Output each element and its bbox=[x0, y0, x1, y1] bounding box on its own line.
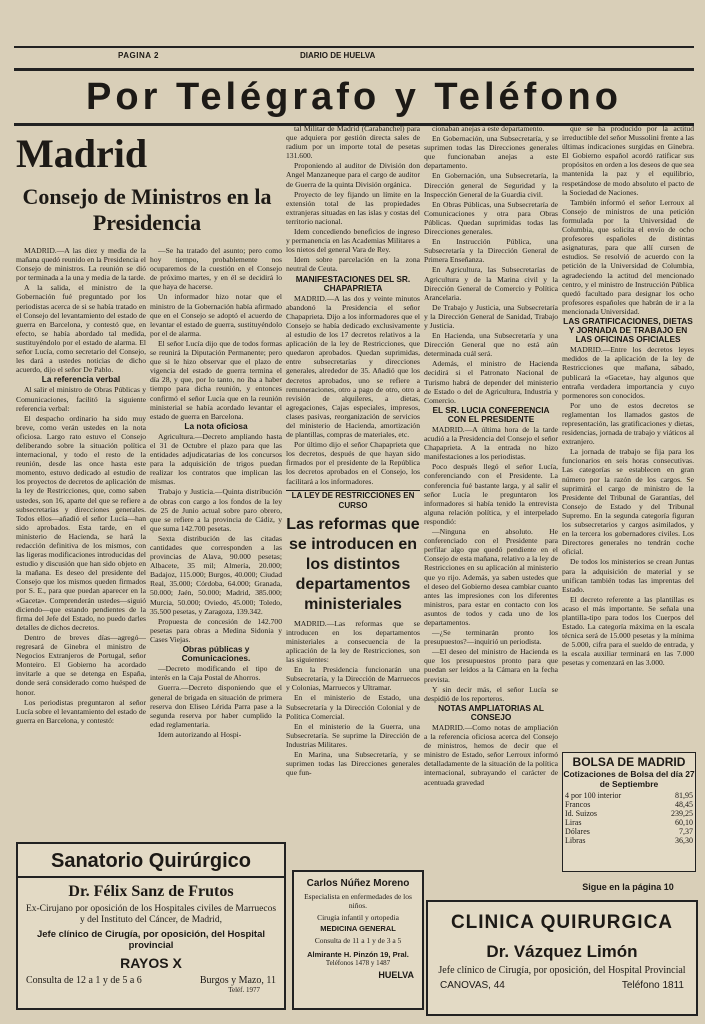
table-row bbox=[563, 800, 695, 809]
newspaper-name: DIARIO DE HUELVA bbox=[300, 51, 376, 60]
subheading: Obras públicas y Comunicaciones. bbox=[181, 644, 251, 664]
column-1 bbox=[16, 246, 146, 834]
paragraph: Un informador hizo notar que el ministro de la Gobernación había afirmado que en el Consejo se adoptó el acuerdo de levantar el estado de guerra, sustituyéndolo por el de alarma. bbox=[150, 292, 282, 338]
ad-line: Especialista en enfermedades de los niños. bbox=[304, 892, 412, 910]
paragraph: —Decreto modificando el tipo de interés en la Caja Postal de Ahorros. bbox=[150, 664, 282, 683]
ad-line: Jefe clínico de Cirugía, por oposición, del Hospital Provincial bbox=[438, 965, 686, 976]
paragraph: De Trabajo y Justicia, una Subsecretaría y la Dirección General de Sanidad, Trabajo y Justicia. bbox=[424, 302, 558, 330]
paragraph: También informó el señor Lerroux al Consejo de ministros de una petición formulada por la Universidad de Columbia, que solicita el envío de ocho profesores españoles de distintas asignaturas, para que allí cursen de estudios. Se resolvió de acuerdo con la petición de la Universidad de Columbia, agradeciendo la actitud del mencionado centro, y el ministro de Instrucción Pública quedó facultado para designar los ocho profesores españoles que habrán de ir a la mencionada Universidad. bbox=[562, 197, 694, 316]
ad-footer bbox=[26, 975, 276, 986]
paragraph: Idem sobre parcelación en la zona neutral de Ceuta. bbox=[286, 255, 420, 274]
ad-line: Teléfonos 1478 y 1487 bbox=[325, 959, 391, 967]
paragraph: que se ha producido por la actitud irreductible del señor Mussolini frente a las últimas indicaciones surgidas en Ginebra. El Gobierno español acordó ratificar sus propósitos en orden a los deseos de que sea mantenida la paz y el equilibrio, respetándose de modo absoluto el pacto de la Sociedad de Naciones. bbox=[562, 124, 694, 197]
main-headline: Consejo de Ministros en la Presidencia bbox=[22, 184, 272, 235]
ad-line: RAYOS X bbox=[120, 955, 182, 971]
column-5 bbox=[562, 124, 694, 750]
stock-table bbox=[563, 791, 695, 845]
paragraph: Poco después llegó el señor Lucía, conferenciando con el Presidente. La conferencia fué bastante larga, y al salir el señor Lucía le preguntaron los informadores si había tenido la entrevista alguna relación política, y el interpelado respondió: bbox=[424, 462, 558, 526]
continued-note: Sigue en la página 10 bbox=[582, 882, 674, 892]
ad-hours: Consulta de 12 a 1 y de 5 a 6 bbox=[26, 975, 142, 986]
subheading: MANIFESTACIONES DEL SR. CHAPAPRIETA bbox=[295, 273, 411, 293]
paragraph: En el ministerio de Estado, una Subsecretaría y la Dirección Colonial y de Política Comercial. bbox=[286, 693, 420, 721]
stock-value: 7,37 bbox=[679, 827, 693, 836]
ad-line: Cirugía infantil y ortopedia bbox=[317, 913, 399, 922]
paragraph: En Gobernación, una Subsecretaría, la Dirección general de Seguridad y la Inspección General de la Guardia civil. bbox=[424, 171, 558, 199]
stock-name: Id. Suizos bbox=[565, 809, 597, 818]
paragraph: Proponiendo al auditor de División don Angel Manzaneque para el cargo de auditor de Guerra de la quinta División orgánica. bbox=[286, 161, 420, 189]
ad-line: Ex-Cirujano por oposición de los Hospitales civiles de Marruecos y del Instituto del Cáncer, de Madrid, bbox=[25, 904, 277, 925]
subheading: EL SR. LUCIA CONFERENCIA CON EL PRESIDENTE bbox=[432, 404, 550, 424]
paragraph: El decreto referente a las plantillas es acaso el más importante. Se señala una plantilla-tipo para todos los Cuerpos del Estado. La categoría máxima en la escala técnica será de 15.000 pesetas y la mínima de 5.000, cifra para el sueldo de entrada, y la escala auxiliar terminará en las 7.000 pesetas y comenzará en las 3.000. bbox=[562, 594, 694, 668]
paragraph: En Instrucción Pública, una Subsecretaría y la Dirección General de Primera Enseñanza. bbox=[424, 237, 558, 265]
stock-value: 239,25 bbox=[671, 809, 693, 818]
paragraph: tal Militar de Madrid (Carabanchel) para que adquiera por gestión directa sales de radium por un importe total de pesetas 131.600. bbox=[286, 124, 420, 161]
paragraph: En Marina, una Subsecretaría, y se suprimen todas las Direcciones generales que fun- bbox=[286, 749, 420, 778]
stock-name: Francos bbox=[565, 800, 591, 809]
stock-value: 60,10 bbox=[675, 818, 693, 827]
section-box-heading: LA LEY DE RESTRICCIONES EN CURSO bbox=[286, 490, 420, 511]
ad-line: HUELVA bbox=[378, 970, 414, 980]
paragraph: Por último dijo el señor Chapaprieta que los decretos, después de que hayan sido firmados por el presidente de la República los decretos aprobados en el Consejo, los facilitará a los informadores. bbox=[286, 440, 420, 486]
nunez-ad bbox=[292, 870, 424, 1010]
paragraph: Trabajo y Justicia.—Quinta distribución de obras con cargo a los fondos de la ley de 25 de Junio actual sobre paro obrero, que se refiere a la provincia de Cádiz, y que suma 142.700 pesetas. bbox=[150, 487, 282, 533]
paragraph: Dentro de breves días—agregó—regresará de Ginebra el ministro de Negocios Extranjeros de Portugal, señor Monteiro. El Gobierno ha acordado invitarle a que se detenga en España, donde será considerado como huésped de honor. bbox=[16, 632, 146, 697]
paragraph: MADRID.—Como notas de ampliación a la referencia oficiosa acerca del Consejo de ministros, hemos de decir que el ministro de Estado, señor Lerroux informó detalladamente de la situación de la política internacional, subrayando el carácter de acentuada gravedad bbox=[424, 723, 558, 787]
paragraph: A la salida, el ministro de la Gobernación fué preguntado por los periodistas acerca de si se había tratado en el Consejo del levantamiento del estado de guerra en Barcelona, y contestó que, en efecto, se había abordado tal medida, sustituyéndolo por el estado de alarma. El señor Lucía, como secretario del Consejo, les dará a ustedes noticias de dicho acuerdo, dijo el señor De Pablo. bbox=[16, 283, 146, 375]
paragraph: Idem concediendo beneficios de ingreso y permanencia en las Academias Militares a los nietos del general Vara de Rey. bbox=[286, 227, 420, 255]
subheading: La nota oficiosa bbox=[184, 420, 248, 431]
reforms-headline: Las reformas que se introducen en los distintos departamentos ministeriales bbox=[286, 515, 420, 613]
paragraph: Sexta distribución de las citadas cantidades que corresponden a las provincias de Alava, 90.000 pesetas; Albacete, 35 mil; Almería, 20.000; Badajoz, 115.000; Burgos, 40.000; Ciudad Real, 35.000; Córdoba, 64.000; Granada, 50.000; Jaén, 50.000; Madrid, 385.000; Murcia, 50.000; Oviedo, 45.000; Toledo, 35.500 pesetas, y Zaragoza, 139.342. bbox=[150, 533, 282, 616]
ad-title: CLINICA QUIRURGICA bbox=[450, 912, 674, 933]
madrid-heading: Madrid bbox=[16, 131, 148, 176]
paragraph: Proyecto de ley fijando un límite en la extensión total de las propiedades extranjeras situadas en las islas y costas del territorio nacional. bbox=[286, 189, 420, 226]
paragraph: En Agricultura, las Subsecretarías de Agricultura y de la Marina civil y la Dirección General de Comercio y Política Arancelaria. bbox=[424, 265, 558, 302]
paragraph: —Se ha tratado del asunto; pero como hoy tiempo, probablemente nos ocuparemos de la cuestión en el Consejo de próximo martes, y en él se decidirá lo que haya de hacerse. bbox=[150, 246, 282, 292]
ad-phone: Teléf. 1977 bbox=[228, 986, 260, 994]
subheading: NOTAS AMPLIATORIAS AL CONSEJO bbox=[438, 702, 544, 722]
stock-title: BOLSA DE MADRID bbox=[572, 755, 686, 769]
ad-line: Consulta de 11 a 1 y de 3 a 5 bbox=[314, 936, 402, 945]
stock-name: 4 por 100 interior bbox=[565, 791, 622, 800]
table-row bbox=[563, 836, 695, 845]
stock-value: 36,30 bbox=[675, 836, 693, 845]
paragraph: En Hacienda, una Subsecretaría y una Dirección General que no está aún determinada cuál será. bbox=[424, 331, 558, 359]
ad-doctor: Carlos Núñez Moreno bbox=[306, 878, 410, 889]
paragraph: Al salir el ministro de Obras Públicas y Comunicaciones, facilitó la siguiente referencia verbal: bbox=[16, 385, 146, 413]
paragraph: En Gobernación, una Subsecretaría, y se suprimen todas las Direcciones generales que funcionaban anejas a este departamento. bbox=[424, 134, 558, 171]
paragraph: En Obras Públicas, una Subsecretaría de Comunicaciones y otra para Obras Públicas. Quedan suprimidas todas las Direcciones generales. bbox=[424, 199, 558, 237]
paragraph: MADRID.—A las dos y veinte minutos abandonó la Presidencia el señor Chapaprieta. Dijo a los informadores que el Consejo se había dedicado exclusivamente al estudio de los 17 decretos relativos a la aplicación de la ley de Restricciones, que quedaron aprobados. Quedan suprimidas, entre subsecretarías y direcciones generales, alrededor de 35. Añadió que los decretos aprobados, uno se refiere a remuneraciones, otro a pago de otro, otro a revisión de alquileres, a dietas, agregaciones, Cajas especiales, impresos, clases pasivas, reorganización de servicios del ministerio de Hacienda, amortización de plantillas, compras de materiales, etc. bbox=[286, 293, 420, 440]
paragraph: Además, el ministro de Hacienda decidirá si el Patronato Nacional de Turismo habrá de depender del ministerio de Estado o del de Agricultura, Industria y Comercio. bbox=[424, 359, 558, 405]
table-row bbox=[563, 818, 695, 827]
paragraph: —Ninguna en absoluto. He conferenciado con el Presidente para perfilar algo que quedó pendiente en el Consejo de esta mañana, relativo a la ley de Restricciones en su aplicación al ministerio que yo rijo. Además, ya saben ustedes que el deseo del Gobierno desea cambiar cuanto antes las impresiones con los diferentes ministros, para estar en contacto con los asuntos de todos y cada uno de los departamentos. bbox=[424, 527, 558, 627]
subheading: La referencia verbal bbox=[41, 374, 121, 385]
stock-name: Dólares bbox=[565, 827, 590, 836]
ad-doctor: Dr. Félix Sanz de Frutos bbox=[68, 883, 234, 900]
clinica-ad bbox=[426, 900, 698, 1016]
table-row bbox=[563, 791, 695, 800]
stock-exchange-box bbox=[562, 752, 696, 872]
table-row bbox=[563, 827, 695, 836]
paragraph: MADRID.—A última hora de la tarde acudió a la Presidencia del Consejo el señor Chapaprieta. A la entrada no hizo manifestaciones a los periodistas. bbox=[424, 425, 558, 462]
ad-footer bbox=[440, 980, 684, 991]
sanatorio-ad bbox=[16, 842, 286, 1010]
paragraph: De todos los ministerios se crean Juntas para la adquisición de material y se unifican también todas las imprentas del Estado. bbox=[562, 557, 694, 594]
paragraph: El despacho ordinario ha sido muy breve, como verán ustedes en la nota oficiosa. Largo rato estuvo el Consejo deliberando sobre la situación política internacional, y todo el resto de la reunión, desde las once hasta este momento, estuvo dedicado al estudio de los proyectos de decretos de aplicación de la ley de Restricciones, que, como saben ustedes, son 16, aparte del que se refiere a subsecretarías y direcciones generales. Todos ellos—añadió el señor Lucía—han sido aprobados. Esta tarde, en el ministerio de Hacienda, se hará la redacción definitiva de los mismos, con las ligeras modificaciones introducidas del estudio y discusión que han sido objeto en la mañana. Es deseo del presidente del Consejo que los mismos queden firmados por S. E., para que puedan aparecer en la «Gaceta». Comprenderán ustedes—siguió diciendo—que estando pendientes de la firma del Jefe del Estado, no puedo darles detalles de dichos decretos. bbox=[16, 413, 146, 632]
column-3 bbox=[286, 124, 420, 858]
ad-address: CANOVAS, 44 bbox=[440, 980, 505, 991]
paragraph: Por uno de estos decretos se reglamentan los llamados gastos de representación, las gratificaciones y dietas, residencias, jornada de trabajo y viáticos al extranjero. bbox=[562, 400, 694, 447]
ad-line: MEDICINA GENERAL bbox=[320, 924, 396, 933]
ad-doctor: Dr. Vázquez Limón bbox=[486, 942, 638, 961]
column-2 bbox=[150, 246, 282, 834]
ad-phone: Teléfono 1811 bbox=[621, 980, 684, 991]
subheading: LAS GRATIFICACIONES, DIETAS Y JORNADA DE TRABAJO EN LAS OFICINAS OFICIALES bbox=[563, 315, 693, 345]
banner-title: Por Telégrafo y Teléfono bbox=[86, 75, 622, 118]
stock-value: 81,95 bbox=[675, 791, 693, 800]
paragraph: Agricultura.—Decreto ampliando hasta el 31 de Octubre el plazo para que las entidades adjudicatarias de los concursos para la adquisición de trigos puedan realizar los contratos que implican las mismas. bbox=[150, 431, 282, 487]
paragraph: MADRID.—A las diez y media de la mañana quedó reunido en la Presidencia el Consejo de ministros. La reunión se dió por terminada a la una y media de la tarde. bbox=[16, 246, 146, 283]
ad-line: Almirante H. Pinzón 19, Pral. bbox=[307, 950, 409, 959]
stock-value: 48,45 bbox=[675, 800, 693, 809]
paragraph: MADRID.—Entre los decretos leyes medidos de la aplicación de la ley de Restricciones que mañana, sábado, publicará la «Gaceta», hay algunos que entraña verdadera importancia y cuyo pormenores son conocidos. bbox=[562, 345, 694, 400]
ad-title: Sanatorio Quirúrgico bbox=[18, 850, 284, 878]
section-banner bbox=[14, 68, 694, 126]
top-rule bbox=[14, 46, 694, 48]
paragraph: Los periodistas preguntaron al señor Lucía sobre el levantamiento del estado de guerra en Barcelona, y contestó: bbox=[16, 697, 146, 725]
paragraph: MADRID.—Las reformas que se introducen en los departamentos ministeriales a consecuencia de la aplicación de la ley de Restricciones, son las siguientes: bbox=[286, 618, 420, 665]
page-number: PAGINA 2 bbox=[118, 51, 159, 60]
paragraph: —El deseo del ministro de Hacienda es que los presupuestos pronto para que puedan ser leídos a la Cámara en la fecha prevista. bbox=[424, 647, 558, 684]
paragraph: Propuesta de concesión de 142.700 pesetas para obras a Medina Sidonia y Cases Viejas. bbox=[150, 616, 282, 644]
paragraph: En la Presidencia funcionarán una Subsecretaría, y la Dirección de Marruecos y Colonias, Marruecos y Ultramar. bbox=[286, 665, 420, 693]
column-4 bbox=[424, 124, 558, 894]
paragraph: En el ministerio de la Guerra, una Subsecretaría. Se suprime la Dirección de Industrias Militares. bbox=[286, 721, 420, 749]
paragraph: Guerra.—Decreto disponiendo que el general de brigada en situación de primera reserva don Eliseo Lérida Parra pase a la segunda reserva por haber cumplido la edad reglamentaria. bbox=[150, 683, 282, 729]
ad-address: Burgos y Mazo, 11 bbox=[199, 975, 276, 986]
paragraph: La jornada de trabajo se fija para los funcionarios en seis horas consecutivas. Las categorías se establecen en gran número por la razón de los cargos. Se suprimirá el cargo de ministro de la Presidente del Tribunal de Garantías, del Consejo de Estado y del Tribunal Supremo. En la segunda categoría figuran los subsecretarios y cargos asimilados, y en la tercera los gobernadores civiles. Los Directores generales no tendrán coche oficial. bbox=[562, 447, 694, 557]
stock-name: Libras bbox=[565, 836, 586, 845]
paragraph: El señor Lucía dijo que de todos formas se reunirá la Diputación Permanente; pero que si le hizo observar que el plazo de vigencia del estado de guerra termina el día 28, y que, por lo tanto, no iba a haber tiempo para dicha reunión, y entonces confirmó el señor Lucía que en la reunión ministerial se había acordado levantar el estado de guerra en Barcelona. bbox=[150, 338, 282, 421]
ad-line: Jefe clínico de Cirugía, por oposición, del Hospital provincial bbox=[36, 929, 266, 951]
stock-name: Liras bbox=[565, 818, 582, 827]
stock-subtitle: Cotizaciones de Bolsa del día 27 de Septiembre bbox=[563, 769, 695, 789]
paragraph: cionaban anejas a este departamento. bbox=[432, 124, 545, 133]
table-row bbox=[563, 809, 695, 818]
paragraph: Y sin decir más, el señor Lucía se despidió de los reporteros. bbox=[424, 684, 558, 703]
paragraph: —¿Se terminarán pronto los presupuestos?—inquirió un periodista. bbox=[424, 628, 558, 647]
paragraph: Idem autorizando al Hospi- bbox=[158, 729, 242, 739]
